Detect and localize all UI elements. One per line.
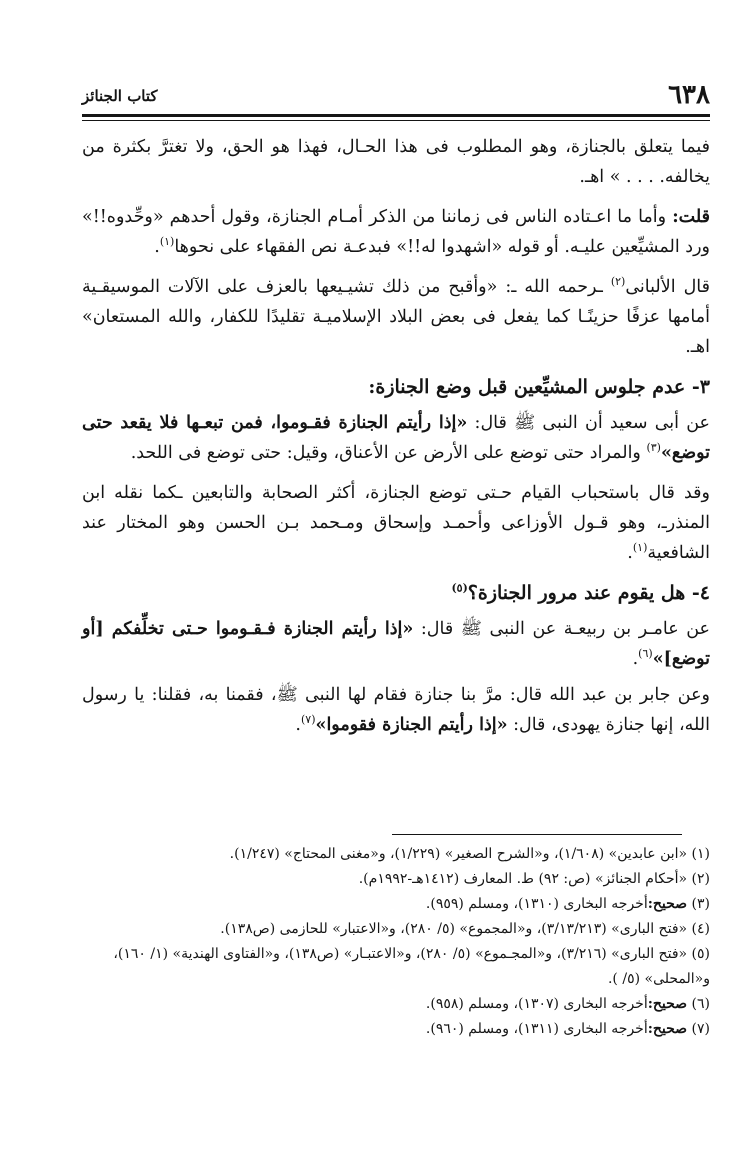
footnote-ref: (٥) [451, 581, 468, 595]
paragraph-2-text: وأما ما اعـتاده الناس فى زماننا من الذكر أمـام الجنازة، وقول أحدهم «وحِّدوه!!» ورد المشيِّعين عليـه. أو قوله «اشهدوا له!!» فبدعـة نص الفقهاء على نحوها [82, 207, 710, 257]
footnote-number: (٦) [691, 996, 710, 1012]
paragraph-2-end: . [154, 237, 160, 257]
footnotes [82, 842, 710, 1042]
paragraph-6 [82, 614, 710, 674]
footnote-grade: صحيح: [647, 896, 688, 912]
footnote-ref: (٦) [638, 647, 653, 661]
footnote-grade: صحيح: [647, 996, 688, 1012]
paragraph-6-end: . [632, 649, 639, 669]
footnote-7 [82, 1017, 710, 1042]
paragraph-1-text: فيما يتعلق بالجنازة، وهو المطلوب فى هذا الحـال، فهذا هو الحق، ولا تغترَّ بكثرة من يخالفه. . . . » اهـ. [82, 137, 710, 187]
paragraph-1 [82, 132, 710, 192]
footnote-number: (٣) [691, 896, 710, 912]
paragraph-4-start: عن أبى سعيد أن النبى ﷺ قال: [467, 413, 710, 433]
footnote-ref: (٢) [610, 275, 626, 289]
footnote-ref: (٧) [300, 713, 316, 727]
footnote-number: (٢) [691, 871, 710, 887]
footnote-number: (٧) [691, 1021, 710, 1037]
footnote-number: (٥) [691, 946, 710, 962]
hadith-quote: «إذا رأيتم الجنازة فقوموا» [315, 715, 508, 735]
footnote-text: «ابن عابدين» (١/٦٠٨)، و«الشرح الصغير» (١/٢٢٩)، و«مغنى المحتاج» (١/٢٤٧). [229, 846, 688, 862]
paragraph-4 [82, 408, 710, 468]
footnote-number: (١) [691, 846, 710, 862]
paragraph-3-text: ـرحمه الله ـ: «وأقبح من ذلك تشيـيعها بالعزف على الآلات الموسيقـية أمامها عزفًا حزينًـا كما يفعل فى بعض البلاد الإسلاميـة تقليدًا للكفار، والله المستعان» اهـ. [82, 277, 710, 357]
footnote-text: «أحكام الجنائز» (ص: ٩٢) ط. المعارف (١٤١٢هـ-١٩٩٢م). [358, 871, 688, 887]
page-header [82, 80, 710, 110]
footnote-3 [82, 892, 710, 917]
footnote-5 [82, 942, 710, 992]
paragraph-7 [82, 680, 710, 740]
paragraph-5-end: . [627, 543, 633, 563]
hadith-quote: «إذا رأيتم الجنازة فقـوموا، فمن تبعـها فلا يقعد حتى توضع» [82, 413, 710, 463]
paragraph-2 [82, 202, 710, 262]
paragraph-3 [82, 272, 710, 362]
paragraph-7-start: وعن جابر بن عبد الله قال: مرَّ بنا جنازة فقام لها النبى ﷺ، فقمنا به، فقلنا: يا رسول الله، إنها جنازة يهودى، قال: [82, 685, 710, 735]
header-rule-thick [82, 114, 710, 117]
section-heading-4-text: ٤- هل يقوم عند مرور الجنازة؟ [467, 582, 710, 604]
header-rule-thin [82, 120, 710, 121]
page-number: ٦٣٨ [668, 80, 710, 110]
footnote-text: «فتح البارى» (٣/١٣/٢١٣)، و«المجموع» (٥/ ٢٨٠)، و«الاعتبار» للحازمى (ص١٣٨). [220, 921, 688, 937]
section-heading-3: ٣- عدم جلوس المشيِّعين قبل وضع الجنازة: [368, 376, 710, 398]
footnote-text: أخرجه البخارى (١٣١٠)، ومسلم (٩٥٩). [425, 896, 648, 912]
paragraph-5-text: وقد قال باستحباب القيام حـتى توضع الجنازة، أكثر الصحابة والتابعين ـكما نقله ابن المنذرـ، وهو قـول الأوزاعى وأحمـد وإسحاق ومـحمد بـن الحسن وهو المختار عند الشافعية [82, 483, 710, 563]
section-heading-4 [82, 578, 710, 608]
paragraph-4-end: والمراد حتى توضع على الأرض عن الأعناق، وقيل: حتى توضع فى اللحد. [130, 443, 647, 463]
footnote-text: أخرجه البخارى (١٣١١)، ومسلم (٩٦٠). [425, 1021, 648, 1037]
footnote-text: «فتح البارى» (٣/٢١٦)، و«المجـموع» (٥/ ٢٨٠)، و«الاعتبـار» (ص١٣٨)، و«الفتاوى الهندية» (١/ ١٦٠)، و«المحلى» (٥/ ). [113, 946, 710, 987]
footnote-ref: (١) [159, 235, 175, 249]
hadith-quote: «إذا رأيتم الجنازة فـقـوموا حـتى تخلِّفكم [أو توضع]» [82, 619, 710, 669]
running-title: كتاب الجنائز [82, 87, 158, 105]
footnote-number: (٤) [691, 921, 710, 937]
paragraph-3-start: قال الألبانى [625, 277, 710, 297]
footnote-2 [82, 867, 710, 892]
footnote-ref: (٣) [646, 441, 661, 455]
paragraph-5 [82, 478, 710, 568]
qultu-lead: قلت: [672, 207, 710, 227]
paragraph-7-end: . [295, 715, 301, 735]
footnote-grade: صحيح: [647, 1021, 688, 1037]
paragraph-6-start: عن عامـر بن ربيعـة عن النبى ﷺ قال: [413, 619, 710, 639]
footnote-ref: (١) [632, 541, 648, 555]
footnote-text: أخرجه البخارى (١٣٠٧)، ومسلم (٩٥٨). [425, 996, 648, 1012]
footnote-separator [392, 834, 682, 835]
footnote-1 [82, 842, 710, 867]
footnote-6 [82, 992, 710, 1017]
footnote-4 [82, 917, 710, 942]
main-text [82, 132, 710, 750]
